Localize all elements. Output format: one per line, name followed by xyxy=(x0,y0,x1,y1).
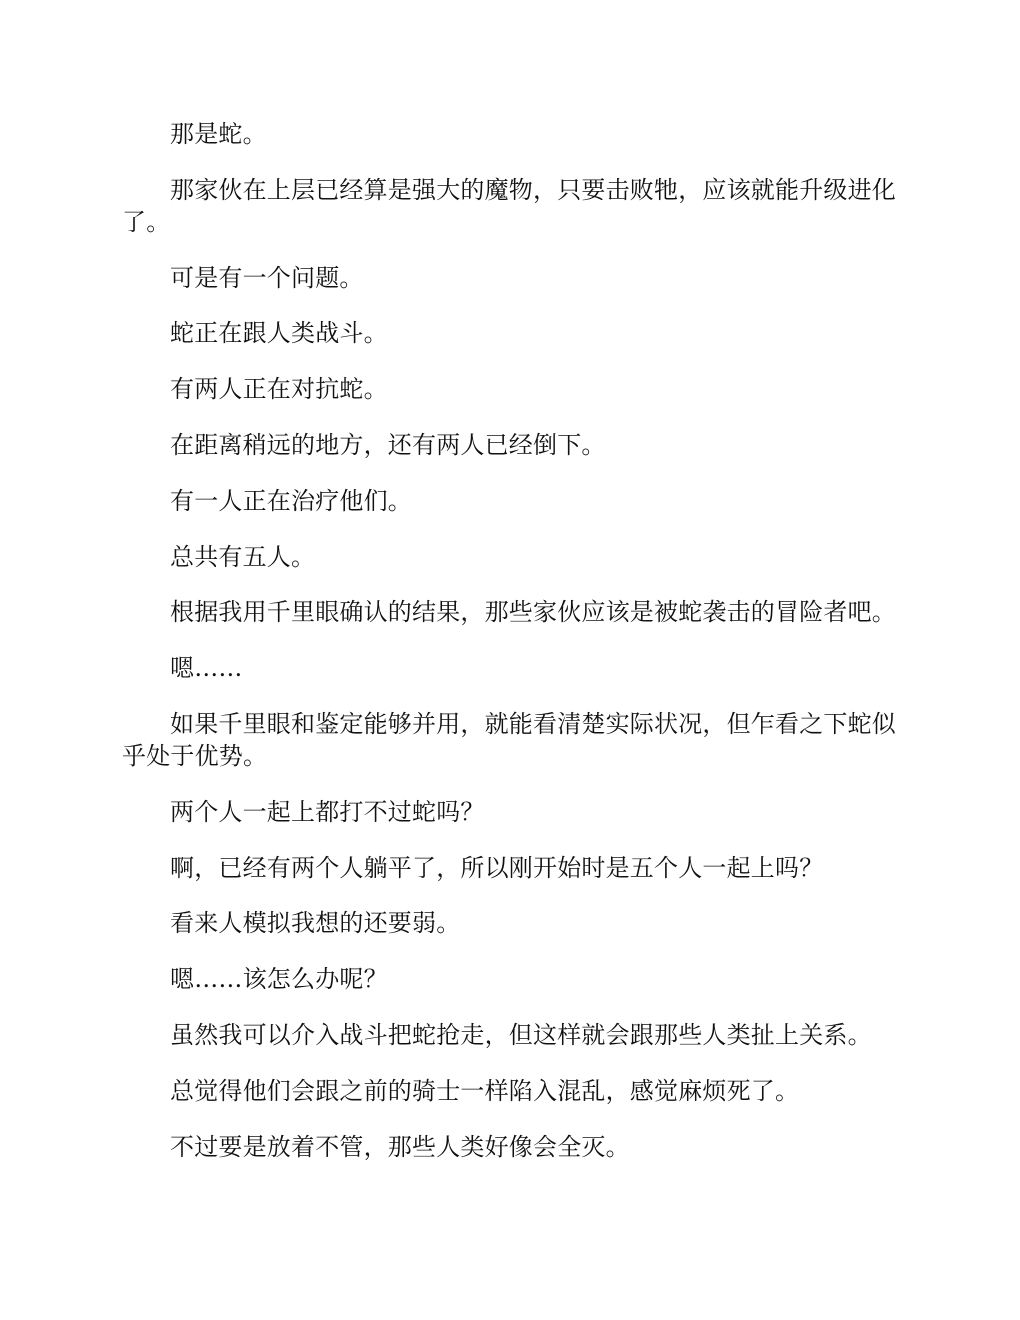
paragraph: 蛇正在跟人类战斗。 xyxy=(170,319,388,348)
paragraph: 虽然我可以介入战斗把蛇抢走，但这样就会跟那些人类扯上关系。 xyxy=(170,1020,872,1049)
paragraph: 总共有五人。 xyxy=(170,542,316,571)
paragraph: 不过要是放着不管，那些人类好像会全灭。 xyxy=(170,1132,630,1161)
paragraph: 嗯……该怎么办呢？ xyxy=(170,965,388,994)
paragraph: 那是蛇。 xyxy=(170,120,267,148)
paragraph: 有两人正在对抗蛇。 xyxy=(170,375,388,404)
paragraph: 根据我用千里眼确认的结果，那些家伙应该是被蛇袭击的冒险者吧。 xyxy=(170,598,896,627)
paragraph: 总觉得他们会跟之前的骑士一样陷入混乱，感觉麻烦死了。 xyxy=(170,1076,800,1105)
paragraph: 看来人模拟我想的还要弱。 xyxy=(170,909,461,938)
paragraph: 在距离稍远的地方，还有两人已经倒下。 xyxy=(170,430,606,459)
paragraph: 如果千里眼和鉴定能够并用，就能看清楚实际状况，但乍看之下蛇似乎处于优势。 xyxy=(122,709,896,770)
paragraph: 两个人一起上都打不过蛇吗？ xyxy=(170,797,485,826)
paragraph: 那家伙在上层已经算是强大的魔物，只要击败牠，应该就能升级进化了。 xyxy=(122,175,896,236)
paragraph: 可是有一个问题。 xyxy=(170,263,364,292)
paragraph: 有一人正在治疗他们。 xyxy=(170,486,412,515)
paragraph: 嗯…… xyxy=(170,654,243,683)
text-body xyxy=(122,118,898,1186)
paragraph: 啊，已经有两个人躺平了，所以刚开始时是五个人一起上吗？ xyxy=(170,853,824,882)
